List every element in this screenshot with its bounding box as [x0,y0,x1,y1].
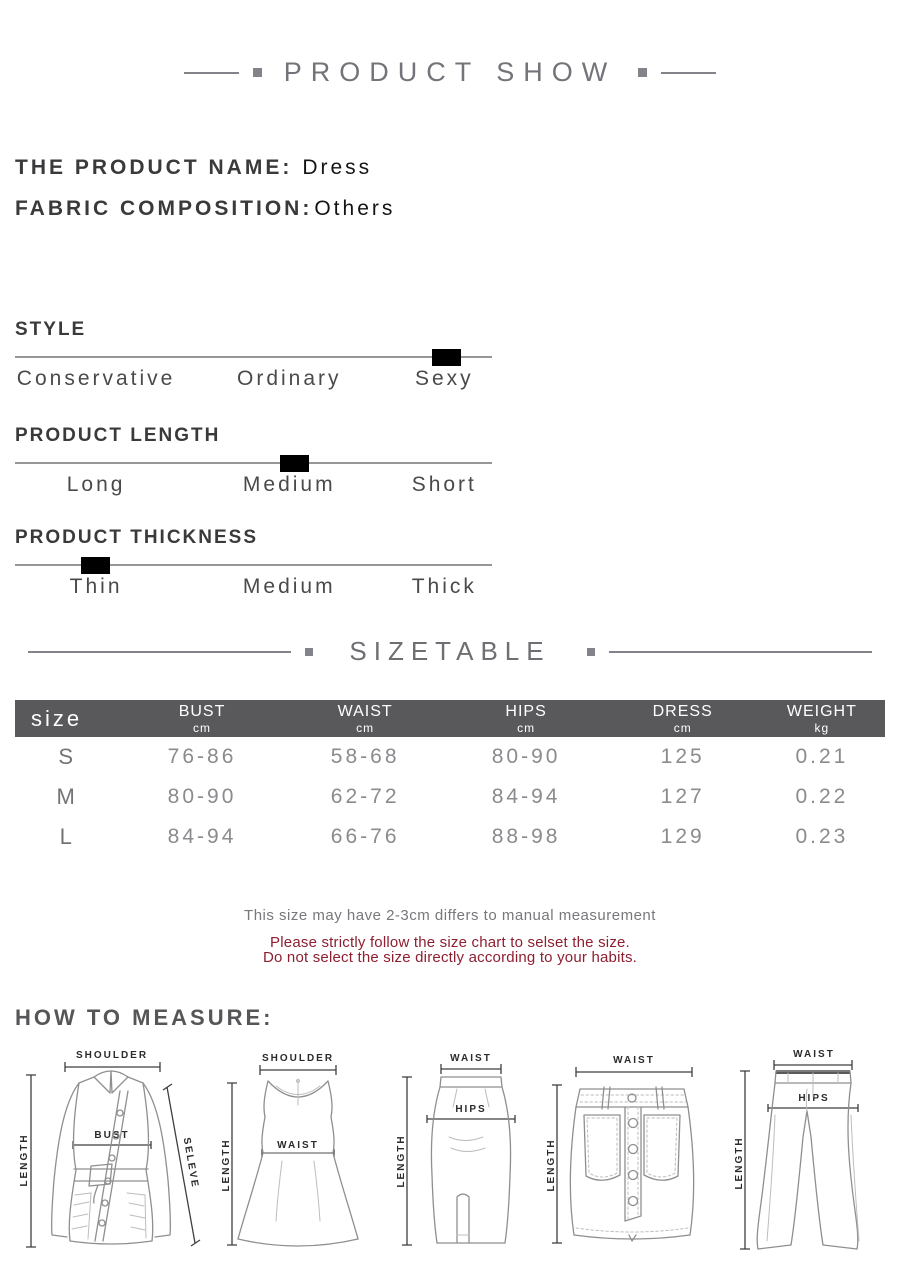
column-header-size: size [31,705,83,731]
thickness-option-medium: Medium [242,575,336,598]
product-show-banner [15,57,885,88]
pencil-skirt-drawing [431,1077,510,1243]
sizetable-right-line [609,651,872,653]
pants-figure [730,1045,885,1260]
measure-figures [15,1045,885,1260]
column-header-dress: DRESS cm [652,702,713,735]
style-section [15,319,885,394]
fabric-row [15,197,885,221]
size-table [15,700,885,857]
jacket-sleeve-label: SELEVE [180,1136,201,1190]
thickness-section-label: PRODUCT THICKNESS [15,527,259,548]
mini-skirt-length-label: LENGTH [545,1138,557,1192]
jacket-length-label: LENGTH [19,1133,30,1187]
size-notes [15,907,885,965]
length-selected-marker [280,455,309,472]
dress-drawing [238,1079,358,1246]
column-header-waist: WAIST cm [337,702,393,735]
style-options [15,367,492,394]
pants-length-label: LENGTH [734,1136,745,1190]
size-table-header [15,700,885,737]
style-scale-line [15,356,492,358]
product-name-value: Dress [302,156,373,179]
jacket-drawing [52,1071,171,1244]
measurement-note: This size may have 2-3cm differs to manual measurement [244,907,656,924]
style-selected-marker [432,349,461,366]
length-option-long: Long [66,473,126,496]
thickness-option-thin: Thin [69,575,123,598]
pants-hips-label: HIPS [798,1093,830,1104]
thickness-selected-marker [81,557,110,574]
warning-note-2: Do not select the size directly according to your habits. [262,949,638,966]
length-option-medium: Medium [242,473,336,496]
style-option-ordinary: Ordinary [237,367,342,390]
jacket-bust-label: BUST [94,1130,130,1141]
style-section-label: STYLE [15,319,87,340]
column-header-bust: BUST cm [178,702,226,735]
pants-waist-label: WAIST [793,1049,835,1060]
sizetable-left-line [28,651,291,653]
style-option-conservative: Conservative [16,367,176,390]
banner-right-line [661,72,716,74]
dress-shoulder-label: SHOULDER [262,1053,335,1064]
table-row-l: L 84-94 66-76 88-98 129 0.23 [59,824,849,849]
mini-skirt-drawing [570,1087,693,1241]
thickness-scale-line [15,564,492,566]
length-section-label: PRODUCT LENGTH [15,425,221,446]
warning-note-1: Please strictly follow the size chart to selset the size. [270,934,630,951]
column-header-weight: WEIGHT kg [786,702,857,735]
mini-skirt-figure [544,1045,719,1257]
length-options [15,473,492,500]
jacket-figure [15,1045,205,1257]
dress-length-label: LENGTH [221,1138,233,1192]
thickness-section [15,527,885,602]
banner-left-line [184,72,239,74]
fabric-value: Others [314,197,396,220]
thickness-option-thick: Thick [411,575,477,598]
banner-title: PRODUCT SHOW [283,57,617,87]
thickness-options [15,575,492,602]
length-option-short: Short [411,473,477,496]
style-option-sexy: Sexy [414,367,474,390]
sizetable-banner [15,636,885,667]
product-info [15,156,885,221]
banner-right-square-icon [638,68,647,77]
product-name-label: THE PRODUCT NAME: [15,156,293,179]
table-row-s: S 76-86 58-68 80-90 125 0.21 [58,744,849,769]
sizetable-right-square-icon [587,648,595,656]
product-detail-page [0,57,900,1263]
sizetable-left-square-icon [305,648,313,656]
mini-skirt-waist-label: WAIST [612,1055,655,1066]
length-scale-line [15,462,492,464]
skirt-hips-label: HIPS [454,1104,487,1115]
fabric-label: FABRIC COMPOSITION: [15,197,313,220]
length-section [15,425,885,500]
sizetable-title: SIZETABLE [349,636,551,666]
product-name-row [15,156,885,180]
skirt-waist-label: WAIST [449,1053,492,1064]
dress-figure [216,1045,381,1257]
pencil-skirt-figure [393,1045,533,1257]
jacket-shoulder-label: SHOULDER [75,1050,149,1061]
how-to-measure-heading: HOW TO MEASURE: [15,1005,274,1030]
table-row-m: M 80-90 62-72 84-94 127 0.22 [56,784,849,809]
column-header-hips: HIPS cm [505,702,547,735]
skirt-length-label: LENGTH [395,1134,407,1188]
dress-waist-label: WAIST [277,1140,320,1151]
banner-left-square-icon [253,68,262,77]
